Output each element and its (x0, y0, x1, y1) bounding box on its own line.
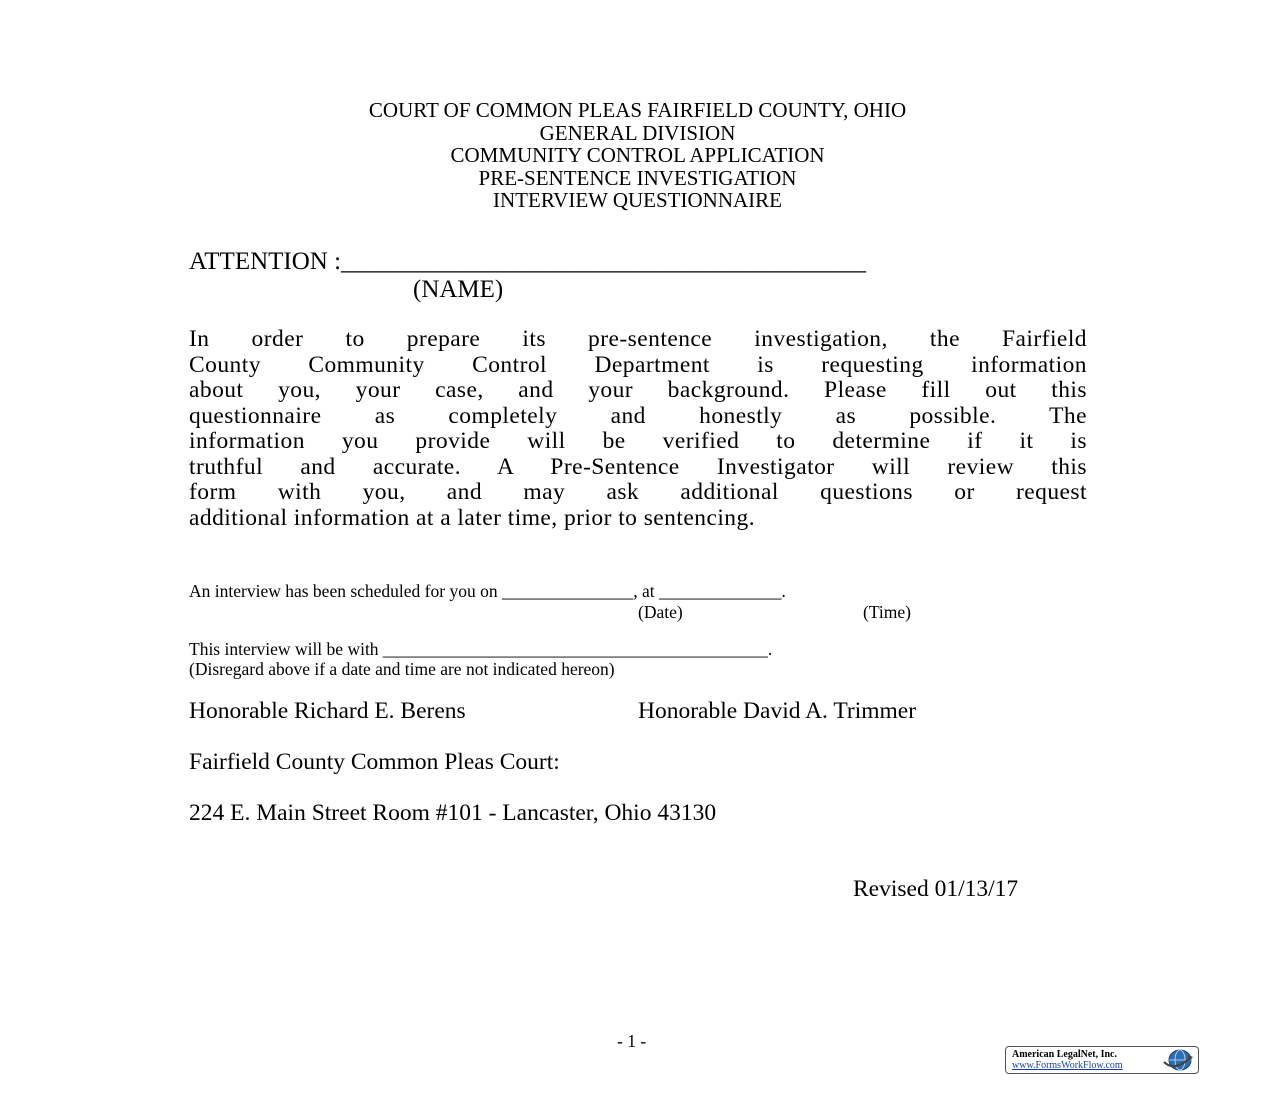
division-title: GENERAL DIVISION (539, 120, 736, 145)
intro-line: In order to prepare its pre-sentence investigation, the Fairfield (189, 326, 1087, 352)
intro-paragraph (189, 327, 1087, 531)
intro-line: about you, your case, and your background. Please fill out this (189, 377, 1087, 403)
globe-arrow-icon (1160, 1048, 1196, 1072)
name-caption: (NAME) (413, 276, 504, 303)
judge-trimmer: Honorable David A. Trimmer (638, 698, 917, 724)
disregard-note: (Disregard above if a date and time are not indicated hereon) (189, 659, 615, 679)
investigation-title: PRE-SENTENCE INVESTIGATION (478, 165, 797, 190)
page-number: - 1 - (617, 1031, 647, 1051)
interviewer-line[interactable]: This interview will be with ____________________________________________. (189, 639, 773, 659)
interview-schedule-line[interactable]: An interview has been scheduled for you on _______________, at ______________. (189, 581, 786, 601)
application-title: COMMUNITY CONTROL APPLICATION (450, 143, 825, 167)
judge-berens: Honorable Richard E. Berens (189, 698, 466, 724)
logo-url-link[interactable]: www.FormsWorkFlow.com (1012, 1060, 1123, 1071)
intro-line: information you provide will be verified to determine if it is (189, 428, 1087, 454)
court-name: Fairfield County Common Pleas Court: (189, 749, 560, 775)
date-caption: (Date) (638, 602, 683, 622)
intro-line: additional information at a later time, prior to sentencing. (189, 504, 756, 531)
intro-line: truthful and accurate. A Pre-Sentence Investigator will review this (189, 453, 1087, 480)
questionnaire-title: INTERVIEW QUESTIONNAIRE (493, 188, 782, 212)
time-caption: (Time) (863, 602, 911, 622)
intro-line: form with you, and may ask additional questions or request (189, 479, 1087, 505)
court-address: 224 E. Main Street Room #101 - Lancaster, Ohio 43130 (189, 800, 717, 826)
logo-company-name: American LegalNet, Inc. (1012, 1049, 1117, 1060)
intro-line: questionnaire as completely and honestly as possible. The (189, 402, 1087, 429)
court-title: COURT OF COMMON PLEAS FAIRFIELD COUNTY, OHIO (368, 98, 907, 122)
revision-date: Revised 01/13/17 (853, 876, 1019, 902)
attention-field[interactable]: ATTENTION :__________________________________________ (189, 248, 867, 275)
form-header (0, 99, 1275, 212)
intro-line: County Community Control Department is requesting information (189, 351, 1087, 378)
american-legalnet-logo[interactable] (1005, 1046, 1199, 1074)
